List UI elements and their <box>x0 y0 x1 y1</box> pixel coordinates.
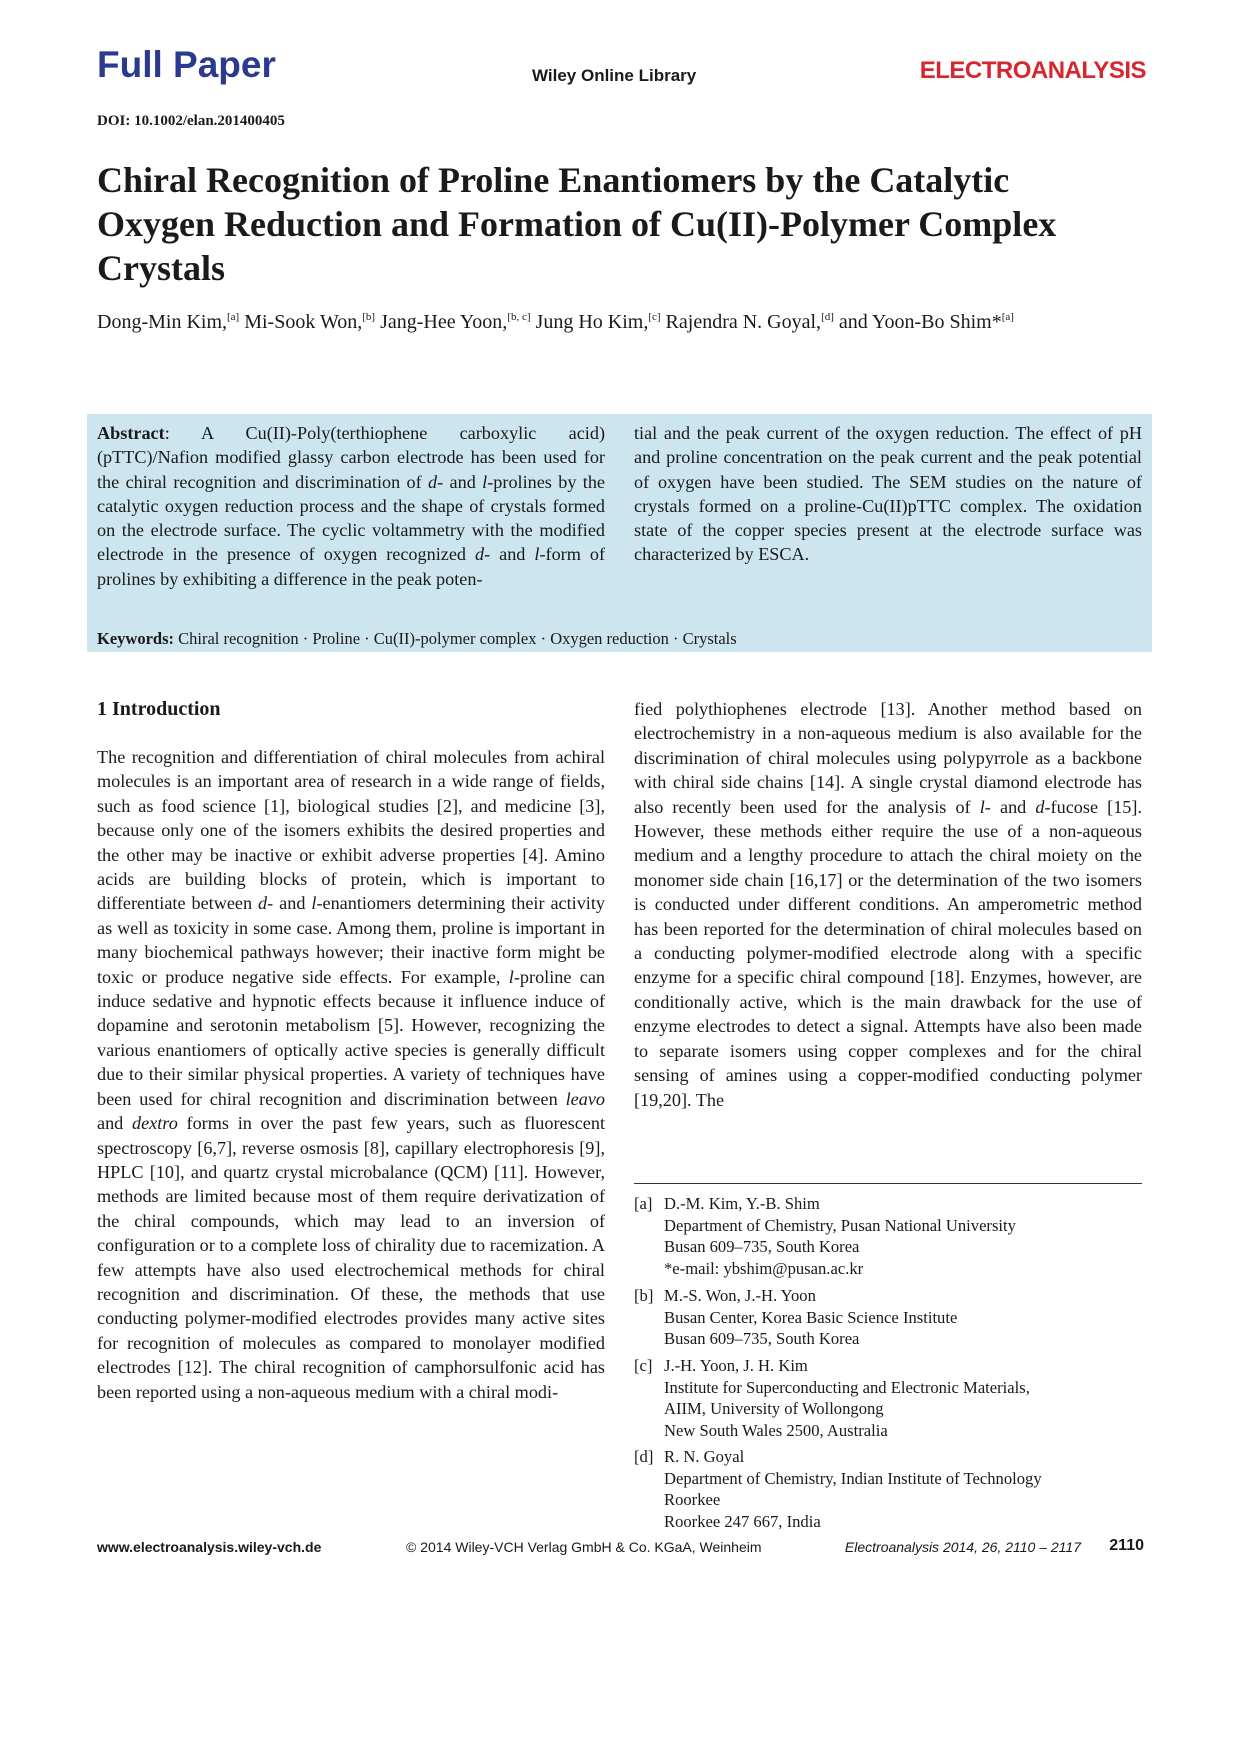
author-list <box>97 310 1127 335</box>
library-name[interactable]: Wiley Online Library <box>532 66 697 85</box>
affiliation-line: New South Wales 2500, Australia <box>664 1420 888 1440</box>
abstract-column-right: tial and the peak current of the oxygen reduction. The effect of pH and proline concentration on the peak current and the peak potential of oxygen have been studied. The SEM studies on the nature of crystals formed on a proline-Cu(II)pTTC complex. The oxidation state of the copper species present at the electrode surface was characterized by ESCA. <box>634 423 1142 565</box>
affiliation-email[interactable]: *e-mail: ybshim@pusan.ac.kr <box>664 1258 864 1278</box>
body-text: -enantiomers determining their activity as well as toxicity in some case. Among them, proline is important in many biochemical pathways however; their inactive form might be toxic or produce negative side effects. For example, <box>97 893 606 987</box>
abstract-italic: d- <box>428 471 444 492</box>
affiliation-line: Busan Center, Korea Basic Science Institute <box>664 1307 958 1327</box>
body-text: and <box>990 796 1036 817</box>
page-number: 2110 <box>1109 1537 1144 1554</box>
abstract-text: : A Cu(II)-Poly(terthiophene carboxylic acid) (pTTC)/Nafion modified glassy carbon electrode has been used for the chiral recognition and discrimination of <box>97 423 605 492</box>
affiliation-line: Institute for Superconducting and Electronic Materials, <box>664 1377 1030 1397</box>
affiliation-line: Roorkee 247 667, India <box>664 1511 821 1531</box>
abstract-italic: l <box>482 471 488 492</box>
author: Rajendra N. Goyal, <box>665 311 822 333</box>
abstract-label: Abstract <box>97 423 165 443</box>
affiliation-line: R. N. Goyal <box>664 1447 745 1466</box>
author: Dong-Min Kim, <box>97 311 227 333</box>
body-column-left <box>97 745 605 1404</box>
affiliation-line: J.-H. Yoon, J. H. Kim <box>664 1356 808 1375</box>
affiliation-line: Busan 609–735, South Korea <box>664 1329 860 1348</box>
affiliation-line: Busan 609–735, South Korea <box>664 1237 860 1256</box>
body-text: forms in over the past few years, such as fluorescent spectroscopy [6,7], reverse osmosis [8], capillary electrophoresis [9], HPLC [10], and quartz crystal microbalance (QCM) [11]. However, methods are limited because most of them require derivatization of the chiral compounds, which may lead to an inversion of configuration or to a complete loss of chirality due to racemization. A few attempts have also used electrochemical methods for chiral recognition and discrimination. Of these, the methods that use conducting polymer-modified electrodes provides many active sites for recognition of molecules as compared to monolayer modified electrodes [12]. The chiral recognition of camphorsulfonic acid has been reported using a non-aqueous medium with a chiral modi- <box>97 1113 605 1402</box>
affiliation-divider <box>634 1183 1142 1184</box>
body-text: -fucose [15]. However, these methods either require the use of a non-aqueous medium and a lengthy procedure to attach the chiral moiety on the monomer side chain [16,17] or the determination of the two isomers is conducted under different conditions. An amperometric method has been reported for the determination of chiral molecules based on a conducting polymer-modified electrode along with a specific enzyme for a specific chiral compound [18]. Enzymes, however, are conditionally active, which is the main drawback for the use of enzyme electrodes to detect a signal. Attempts have also been made to separate isomers using copper complexes and for the chiral sensing of amines using a copper-modified conducting polymer [19,20]. The <box>634 796 1143 1110</box>
abstract-text: -prolines by the catalytic oxygen reduction process and the shape of crystals formed on the electrode surface. The cyclic voltammetry with the modified electrode in the presence of oxygen recognized <box>97 471 605 565</box>
affiliation-c <box>634 1355 1154 1441</box>
affiliation-a <box>634 1193 1154 1279</box>
journal-name: ELECTROANALYSIS <box>919 57 1146 84</box>
body-text: -proline can induce sedative and hypnotic effects because it influence induce of dopamine and serotonin metabolism [5]. However, recognizing the various enantiomers of optically active species is generally difficult due to their similar physical properties. A variety of techniques have been used for chiral recognition and discrimination between <box>97 966 606 1109</box>
affiliation-line: Department of Chemistry, Indian Institute of Technology <box>664 1468 1042 1488</box>
footer-url[interactable]: www.electroanalysis.wiley-vch.de <box>97 1539 322 1555</box>
abstract-column-left <box>97 421 605 591</box>
author-affiliation-mark: [d] <box>821 311 834 323</box>
body-text: and <box>97 1113 132 1134</box>
author: Jung Ho Kim, <box>535 311 649 333</box>
affiliation-tag: [a] <box>634 1194 653 1213</box>
affiliation-line: M.-S. Won, J.-H. Yoon <box>664 1286 816 1305</box>
abstract-italic: l <box>534 544 540 565</box>
author-affiliation-mark: [a] <box>1001 311 1014 323</box>
body-column-right <box>634 697 1142 1112</box>
body-italic: leavo <box>565 1088 605 1109</box>
body-text: The recognition and differentiation of chiral molecules from achiral molecules is an important area of research in a wide range of fields, such as food science [1], biological studies [2], and medicine [3], because only one of the isomers exhibits the desired properties and the other may be inactive or exhibit adverse properties [4]. Amino acids are building blocks of protein, which is important to differentiate between <box>97 747 605 914</box>
keywords-label: Keywords: <box>97 629 174 648</box>
author: and Yoon-Bo Shim* <box>838 311 1002 333</box>
doi[interactable]: DOI: 10.1002/elan.201400405 <box>97 113 285 129</box>
abstract-italic: d- <box>475 544 491 565</box>
author-affiliation-mark: [a] <box>227 311 240 323</box>
body-italic: dextro <box>132 1113 178 1134</box>
affiliation-line: AIIM, University of Wollongong <box>664 1399 884 1418</box>
abstract-text: and <box>443 471 483 492</box>
section-label: Full Paper <box>97 44 276 85</box>
body-italic: l- <box>979 796 991 817</box>
body-text: fied polythiophenes electrode [13]. Another method based on electrochemistry in a non-aqueous medium is also available for the discrimination of chiral molecules using polypyrrole as a backbone with chiral side chains [14]. A single crystal diamond electrode has also recently been used for the analysis of <box>634 699 1142 817</box>
author-affiliation-mark: [b] <box>362 311 376 323</box>
footer-copyright: © 2014 Wiley-VCH Verlag GmbH & Co. KGaA, Weinheim <box>406 1539 762 1555</box>
affiliation-tag: [c] <box>634 1356 653 1375</box>
author-affiliation-mark: [b, c] <box>507 311 531 323</box>
author: Mi-Sook Won, <box>244 311 363 333</box>
affiliation-line: Department of Chemistry, Pusan National University <box>664 1215 1016 1235</box>
abstract-text: and <box>490 544 535 565</box>
body-italic: d- <box>258 893 274 914</box>
affiliation-b <box>634 1285 1154 1350</box>
author-affiliation-mark: [c] <box>648 311 661 323</box>
affiliation-tag: [d] <box>634 1447 654 1466</box>
body-text: and <box>273 893 312 914</box>
body-italic: l <box>508 966 514 987</box>
body-italic: l <box>311 893 317 914</box>
keywords-text: Chiral recognition · Proline · Cu(II)-polymer complex · Oxygen reduction · Crystals <box>178 629 737 648</box>
affiliation-line: Roorkee <box>664 1490 721 1509</box>
affiliation-d <box>634 1446 1154 1532</box>
section-heading-introduction: 1 Introduction <box>97 698 221 720</box>
paper-title: Chiral Recognition of Proline Enantiomers by the Catalytic Oxygen Reduction and Formation of Cu(II)-Polymer Complex Crystals <box>97 160 1057 288</box>
affiliation-tag: [b] <box>634 1286 654 1305</box>
abstract-text: -form of prolines by exhibiting a difference in the peak poten- <box>97 544 605 589</box>
author: Jang-Hee Yoon, <box>380 311 508 333</box>
affiliation-line: D.-M. Kim, Y.-B. Shim <box>664 1194 820 1213</box>
keywords <box>97 627 1137 651</box>
footer-citation: Electroanalysis 2014, 26, 2110 – 2117 <box>844 1539 1081 1555</box>
body-italic: d <box>1035 796 1045 817</box>
